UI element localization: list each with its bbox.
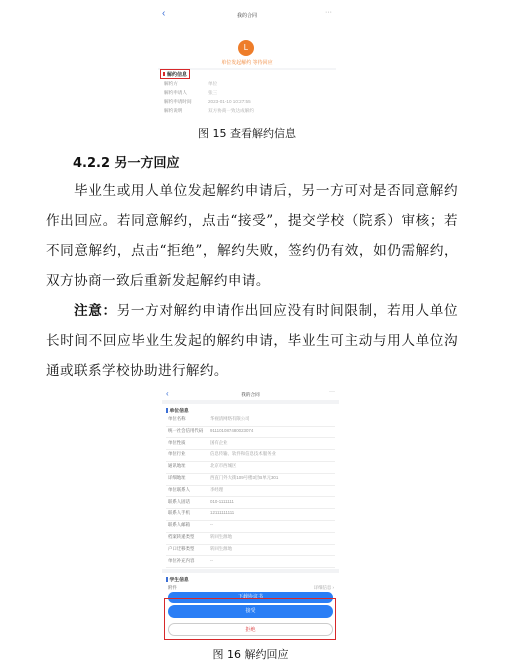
unit-info-value: 华视清网络有限公司 [210,416,250,421]
unit-info-label: 单位补充内容 [168,557,195,563]
unit-info-row [168,534,336,544]
info-value: 2023-01-10 10:27:55 [208,99,251,104]
row-divider [166,485,335,486]
unit-info-label: 联系人固话 [168,498,190,504]
unit-info-row [168,416,336,426]
more-icon[interactable]: ··· [329,389,335,395]
paragraph-note [46,296,458,386]
nav-bar [162,388,339,400]
unit-info-value: 12111111111 [210,510,235,516]
unit-info-row [168,522,336,532]
section-title-highlight [160,69,190,79]
info-label: 解约方 [164,81,178,86]
unit-info-value: -- [210,522,213,528]
unit-info-row [168,475,336,485]
row-divider [166,532,335,533]
info-label: 解约说明 [164,108,183,113]
attachment-link[interactable]: 详细信息 › [313,585,334,590]
info-label: 解约申请人 [164,90,187,95]
nav-title: 我的合同 [236,13,257,19]
unit-info-label: 统一社会信用代码 [168,427,204,433]
row-divider [166,567,335,568]
download-agreement-button[interactable]: 下载协议书 [168,592,333,603]
note-text: 另一方对解约申请作出回应没有时间限制，若用人单位长时间不回应毕业生发起的解约申请，毕业生可主动与用人单位沟通或联系学校协助进行解约。 [46,303,458,379]
info-value: 双方协商一致达成解约 [208,108,254,113]
unit-info-value: 010-1111111 [210,498,234,504]
row-divider [166,496,335,497]
nav-bar [158,6,336,24]
note-lead: 注意： [74,303,117,319]
divider [162,569,339,573]
info-label: 解约申请时间 [164,99,192,104]
row-divider [166,508,335,509]
unit-info-row [168,499,336,509]
unit-info-value: 北京市西城区 [210,463,237,469]
figure-16-screenshot [162,388,339,642]
row-divider [166,555,335,556]
attachment-label: 附件 [168,585,177,590]
unit-info-label: 单位性质 [168,439,186,445]
unit-info-value: 西直门外大街109号楼3层B单元301 [210,475,279,480]
section-marker [163,72,165,76]
row-divider [166,449,335,450]
student-section-title: 学生信息 [166,576,189,583]
back-icon[interactable]: ‹ [166,389,169,398]
unit-section-title: 单位信息 [166,407,189,414]
unit-info-label: 详细地址 [168,475,186,480]
info-value: 单位 [208,81,218,86]
paragraph-1: 毕业生或用人单位发起解约申请后，另一方可对是否同意解约作出回应。若同意解约，点击“接受”，提交学校（院系）审核；若不同意解约，点击“拒绝”，解约失败，签约仍有效，如仍需解约，双方协商一致后重新发起解约申请。 [46,183,458,289]
cancel-info-panel [158,70,336,119]
status-icon: L [238,40,254,56]
figure-16-caption: 图 16 解约回应 [212,648,289,661]
figure-15-caption: 图 15 查看解约信息 [198,127,296,140]
unit-info-row [168,546,336,556]
status-message: 单位发起解约 等待回应 [221,60,273,66]
row-divider [166,461,335,462]
back-icon[interactable]: ‹ [162,8,166,19]
unit-info-value: 转回生源地 [210,534,232,539]
unit-info-label: 档案转递类型 [168,534,195,539]
divider [162,400,339,404]
unit-info-label: 联系人手机 [168,510,190,516]
section-marker [166,577,168,582]
unit-info-value: 李经理 [210,486,224,492]
unit-info-value: 911101087480023074 [210,427,254,433]
unit-info-row [168,487,336,497]
accept-button[interactable]: 接受 [168,605,333,618]
info-row [164,90,334,98]
unit-info-label: 单位联系人 [168,486,190,492]
unit-info-row [168,463,336,473]
unit-info-label: 单位行业 [168,451,186,457]
status-panel [158,24,336,68]
info-value: 张三 [208,90,218,95]
info-row [164,81,334,89]
row-divider [166,437,335,438]
row-divider [166,544,335,545]
unit-info-value: 信息传输、软件和信息技术服务业 [210,451,276,457]
unit-info-value: 转回生源地 [210,545,232,551]
unit-info-label: 通讯地址 [168,463,186,469]
unit-info-row [168,440,336,450]
section-marker [166,408,168,413]
nav-title: 我的合同 [241,392,260,397]
row-divider [166,426,335,427]
unit-info-label: 户口迁移类型 [168,545,195,551]
unit-info-label: 单位名称 [168,416,186,421]
unit-info-row [168,558,336,568]
row-divider [166,520,335,521]
more-icon[interactable]: ··· [325,9,332,16]
reject-button[interactable]: 拒绝 [168,623,333,636]
section-heading: 4.2.2 另一方回应 [73,156,180,171]
unit-info-row [168,510,336,520]
section-title: 解约信息 [167,72,188,78]
figure-15-screenshot [158,6,336,119]
unit-info-value: 国有企业 [210,439,228,445]
info-row [164,108,334,116]
unit-info-label: 联系人邮箱 [168,522,190,528]
row-divider [166,473,335,474]
unit-info-value: -- [210,557,213,563]
unit-info-row [168,451,336,461]
info-row [164,99,334,107]
unit-info-row [168,428,336,438]
